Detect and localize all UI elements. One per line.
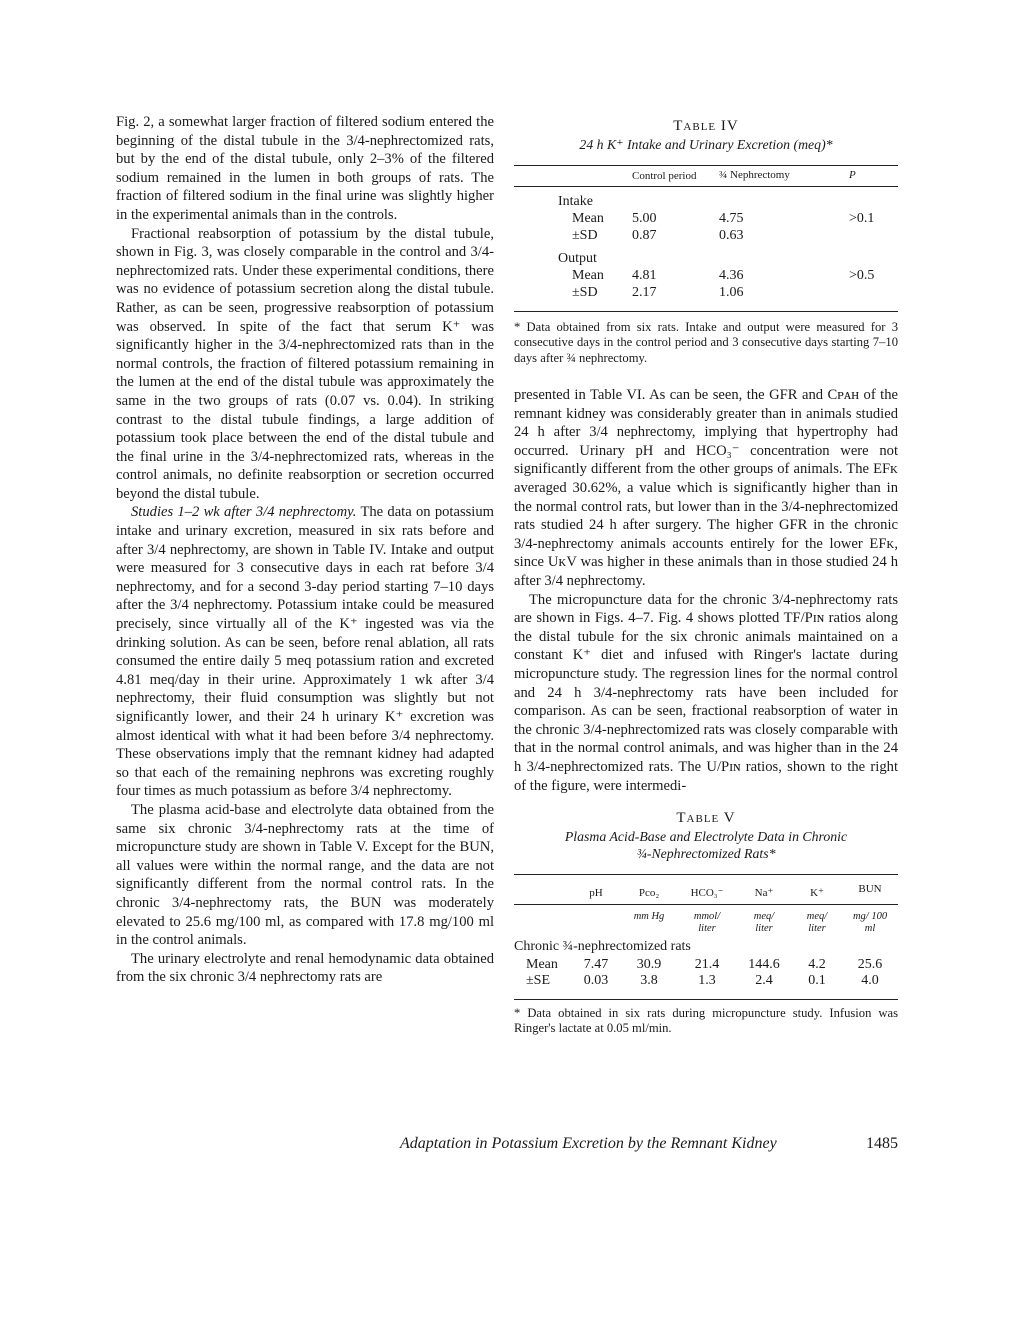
- table-cell: Mean: [526, 956, 558, 972]
- header-cell: pH: [589, 886, 603, 899]
- table-cell: 25.6: [857, 956, 883, 972]
- group-label: Intake: [558, 193, 593, 209]
- table-label: Table IV: [673, 118, 739, 134]
- table-cell: ±SD: [572, 227, 598, 243]
- table-cell: >0.1: [849, 210, 875, 226]
- group-label: Chronic ¾-nephrectomized rats: [514, 938, 691, 954]
- table-caption-line-2: ¾-Nephrectomized Rats*: [636, 845, 776, 861]
- table-cell: ±SD: [572, 284, 598, 300]
- unit-cell: [514, 904, 572, 935]
- table-iv: [514, 117, 898, 366]
- running-title: Adaptation in Potassium Excretion by the Remnant Kidney: [400, 1135, 777, 1152]
- running-footer: [400, 1135, 898, 1153]
- table-cell: >0.5: [849, 267, 875, 283]
- table-cell: 21.4: [694, 956, 720, 972]
- header-cell: [514, 874, 572, 904]
- header-cell: Control period: [632, 169, 697, 182]
- header-cell: P: [849, 169, 856, 182]
- table-header-row: [514, 165, 898, 186]
- unit-cell: mmol/ liter: [693, 910, 721, 934]
- section-heading: Studies 1–2 wk after 3/4 nephrectomy.: [131, 504, 357, 521]
- table-cell: 4.0: [861, 972, 879, 988]
- table-cell: 4.81: [632, 267, 657, 283]
- table-caption-line-1: Plasma Acid-Base and Electrolyte Data in Chronic: [564, 828, 848, 844]
- unit-cell: mm Hg: [633, 910, 665, 922]
- table-cell: 0.1: [808, 972, 826, 988]
- table-cell: 4.75: [719, 210, 744, 226]
- table-row: [514, 284, 898, 312]
- unit-cell: meq/ liter: [753, 910, 775, 934]
- table-cell: Mean: [572, 267, 604, 283]
- table-cell: 1.06: [719, 284, 744, 300]
- table-cell: 5.00: [632, 210, 657, 226]
- header-cell: BUN: [858, 882, 882, 895]
- table-cell: 1.3: [698, 972, 716, 988]
- group-label: Output: [558, 250, 597, 266]
- left-column: [116, 113, 494, 987]
- unit-cell: mg/ 100 ml: [852, 910, 888, 934]
- table-header-row: [514, 874, 898, 904]
- table-cell: ±SE: [526, 972, 551, 988]
- table-footnote: * Data obtained in six rats during micropuncture study. Infusion was Ringer's lactate at 0.05 ml/min.: [514, 1005, 898, 1036]
- paragraph-text: The data on potassium intake and urinary excretion, measured in six rats before and after 3/4 nephrectomy, are shown in Table IV. Intake and output were measured for 3 consecutive days in each rat before 3/4 nephrectomy, and for a second 3-day period starting 7–10 days after the 3/4 nephrectomy. Potassium intake could be measured precisely, since virtually all of the K⁺ ingested was via the drinking solution. As can be seen, before renal ablation, all rats consumed the entire daily 5 meq potassium ration and excreted 4.81 meq/day in their urine. Approximately 1 wk after 3/4 nephrectomy, their fluid consumption was slightly but not significantly lower, and their 24 h urinary K⁺ excretion was almost identical with what it had been before 3/4 nephrectomy. These observations imply that the remnant kidney had adapted so that each of the remaining nephrons was excreting roughly four times as much potassium as before 3/4 nephrectomy.: [116, 504, 495, 800]
- units-row: [514, 904, 898, 935]
- table-caption: 24 h K⁺ Intake and Urinary Excretion (meq)*: [579, 136, 833, 152]
- table-cell: 30.9: [636, 956, 662, 972]
- table-cell: [849, 284, 898, 312]
- table-cell: 144.6: [748, 956, 780, 972]
- paragraph: The plasma acid-base and electrolyte data obtained from the same six chronic 3/4-nephrectomy rats at the time of micropuncture study are shown in Table V. Except for the BUN, all values were within the normal range, and the data are not significantly different from the normal control rats. In the chronic 3/4-nephrectomy rats, the BUN was moderately elevated to 25.6 mg/100 ml, as compared with 17.8 mg/100 ml in the control animals.: [116, 801, 494, 949]
- table-label: Table V: [676, 810, 736, 827]
- header-cell: Pco₂: [638, 886, 660, 899]
- table-footnote: * Data obtained from six rats. Intake and output were measured for 3 consecutive days in the control period and 3 consecutive days starting 7–10 days after ¾ nephrectomy.: [514, 319, 898, 365]
- table-cell: 3.8: [640, 972, 658, 988]
- header-cell: HCO₃⁻: [690, 886, 724, 899]
- header-cell: [514, 165, 632, 186]
- table-row: [514, 973, 898, 1000]
- paragraph: The urinary electrolyte and renal hemodynamic data obtained from the six chronic 3/4 nephrectomy rats are: [116, 950, 494, 986]
- table-cell: 2.17: [632, 284, 657, 300]
- table-cell: 0.63: [719, 227, 744, 243]
- data-table: [514, 165, 898, 320]
- header-cell: ¾ Nephrectomy: [719, 169, 790, 182]
- table-row: [514, 227, 898, 244]
- table-row: [514, 244, 898, 267]
- table-row: [514, 935, 898, 957]
- table-cell: 0.03: [583, 972, 609, 988]
- table-cell: 4.2: [808, 956, 826, 972]
- paragraph: The micropuncture data for the chronic 3/4-nephrectomy rats are shown in Figs. 4–7. Fig. 4 shows plotted TF/Pɪɴ ratios along the distal tubule for the six chronic animals maintained on a constant K⁺ diet and infused with Ringer's lactate during micropuncture study. The regression lines for the normal control and 24 h 3/4-nephrectomy rats have been included for comparison. As can be seen, fractional reabsorption of water in the chronic 3/4-nephrectomized rats was closely comparable with that in the normal control animals, and was higher than in the 24 h 3/4-nephrectomized rats. The U/Pɪɴ ratios, shown to the right of the figure, were intermedi-: [514, 591, 898, 794]
- table-row: [514, 186, 898, 210]
- paragraph: [116, 503, 494, 801]
- right-column: [514, 113, 898, 1037]
- table-row: [514, 957, 898, 973]
- table-cell: 2.4: [755, 972, 773, 988]
- table-cell: Mean: [572, 210, 604, 226]
- table-cell: 7.47: [583, 956, 609, 972]
- table-row: [514, 210, 898, 227]
- paragraph: Fractional reabsorption of potassium by the distal tubule, shown in Fig. 3, was closely comparable in the control and 3/4-nephrectomized rats. Under these experimental conditions, there was no evidence of potassium secretion along the distal tubule. Rather, as can be seen, progressive reabsorption of potassium was observed. In spite of the fact that serum K⁺ was significantly higher in the 3/4-nephrectomized rats than in the normal controls, the fraction of filtered potassium remaining in the lumen at the end of the distal tubule was approximately the same in the two groups of rats (0.07 vs. 0.04). In striking contrast to the distal tubule findings, a large addition of potassium took place between the end of the distal tubule and the final urine in the 3/4-nephrectomized rats, whereas in the control animals, no definite reabsorption or secretion occurred beyond the distal tubule.: [116, 225, 494, 502]
- unit-cell: meq/ liter: [806, 910, 828, 934]
- table-cell: [849, 227, 898, 244]
- page-number: 1485: [866, 1135, 898, 1152]
- unit-cell: [572, 904, 620, 935]
- header-cell: K⁺: [810, 886, 824, 899]
- table-v: [514, 809, 898, 1037]
- paragraph: Fig. 2, a somewhat larger fraction of filtered sodium entered the beginning of the distal tubule in the 3/4-nephrectomized rats, but by the end of the distal tubule, only 2–3% of the filtered sodium remained in the lumen in both groups of rats. The fraction of filtered sodium in the final urine was slightly higher in the experimental animals than in the controls.: [116, 114, 494, 223]
- table-row: [514, 267, 898, 284]
- table-cell: 4.36: [719, 267, 744, 283]
- header-cell: Na⁺: [754, 886, 774, 899]
- table-cell: 0.87: [632, 227, 657, 243]
- data-table: [514, 874, 898, 1006]
- paragraph: presented in Table VI. As can be seen, the GFR and Cᴘᴀʜ of the remnant kidney was considerably greater than in animals studied 24 h after 3/4 nephrectomy, implying that hypertrophy had occurred. Urinary pH and HCO₃⁻ concentration were not significantly different from the other groups of animals. The EFᴋ averaged 30.62%, a value which is significantly higher than in the normal control rats, but lower than in the 3/4-nephrectomized rats studied 24 h after surgery. The higher GFR in the chronic 3/4-nephrectomy animals accounts entirely for the lower EFᴋ, since UᴋV was higher in these animals than in those studied 24 h after 3/4 nephrectomy.: [514, 387, 898, 590]
